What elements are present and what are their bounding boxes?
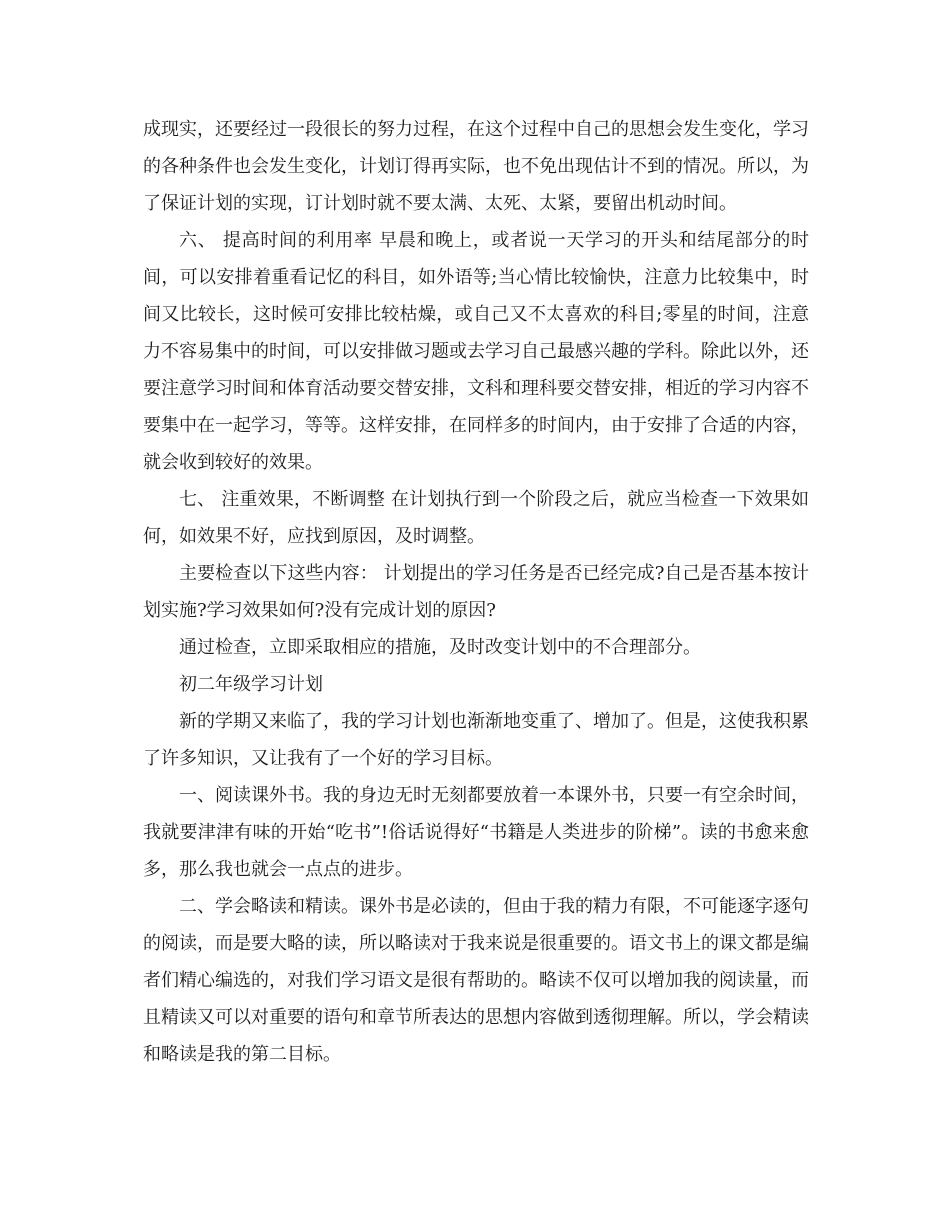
- paragraph-continuation: 成现实，还要经过一段很长的努力过程，在这个过程中自己的思想会发生变化，学习的各种条件也会发生变化，计划订得再实际，也不免出现估计不到的情况。所以，为了保证计划的实现，订计划时就不要太满、太死、太紧，要留出机动时间。: [143, 119, 809, 214]
- paragraph-intro: 新的学期又来临了，我的学习计划也渐渐地变重了、增加了。但是，这使我积累了许多知识，又让我有了一个好的学习目标。: [143, 711, 809, 769]
- paragraph-after-check: 通过检查，立即采取相应的措施，及时改变计划中的不合理部分。: [179, 637, 701, 658]
- section-heading: 初二年级学习计划: [179, 674, 323, 695]
- paragraph-section-six: 六、 提高时间的利用率 早晨和晚上，或者说一天学习的开头和结尾部分的时间，可以安排着重看记忆的科目，如外语等;当心情比较愉快，注意力比较集中，时间又比较长，这时候可安排比较枯燥，或自己又不太喜欢的科目;零星的时间，注意力不容易集中的时间，可以安排做习题或去学习自己最感兴趣的学科。除此以外，还要注意学习时间和体育活动要交替安排，文科和理科要交替安排，相近的学习内容不要集中在一起学习，等等。这样安排，在同样多的时间内，由于安排了合适的内容，就会收到较好的效果。: [143, 230, 809, 473]
- paragraph-section-seven: 七、 注重效果，不断调整 在计划执行到一个阶段之后，就应当检查一下效果如何，如效果不好，应找到原因，及时调整。: [143, 489, 809, 547]
- paragraph-goal-two: 二、学会略读和精读。课外书是必读的，但由于我的精力有限，不可能逐字逐句的阅读，而是要大略的读，所以略读对于我来说是很重要的。语文书上的课文都是编者们精心编选的，对我们学习语文是很有帮助的。略读不仅可以增加我的阅读量，而且精读又可以对重要的语句和章节所表达的思想内容做到透彻理解。所以，学会精读和略读是我的第二目标。: [143, 896, 809, 1065]
- document-body: [143, 111, 809, 1073]
- paragraph-check-items: 主要检查以下这些内容： 计划提出的学习任务是否已经完成?自己是否基本按计划实施?学习效果如何?没有完成计划的原因?: [143, 563, 809, 621]
- paragraph-goal-one: 一、阅读课外书。我的身边无时无刻都要放着一本课外书，只要一有空余时间，我就要津津有味的开始“吃书”!俗话说得好“书籍是人类进步的阶梯”。读的书愈来愈多，那么我也就会一点点的进步。: [143, 785, 809, 880]
